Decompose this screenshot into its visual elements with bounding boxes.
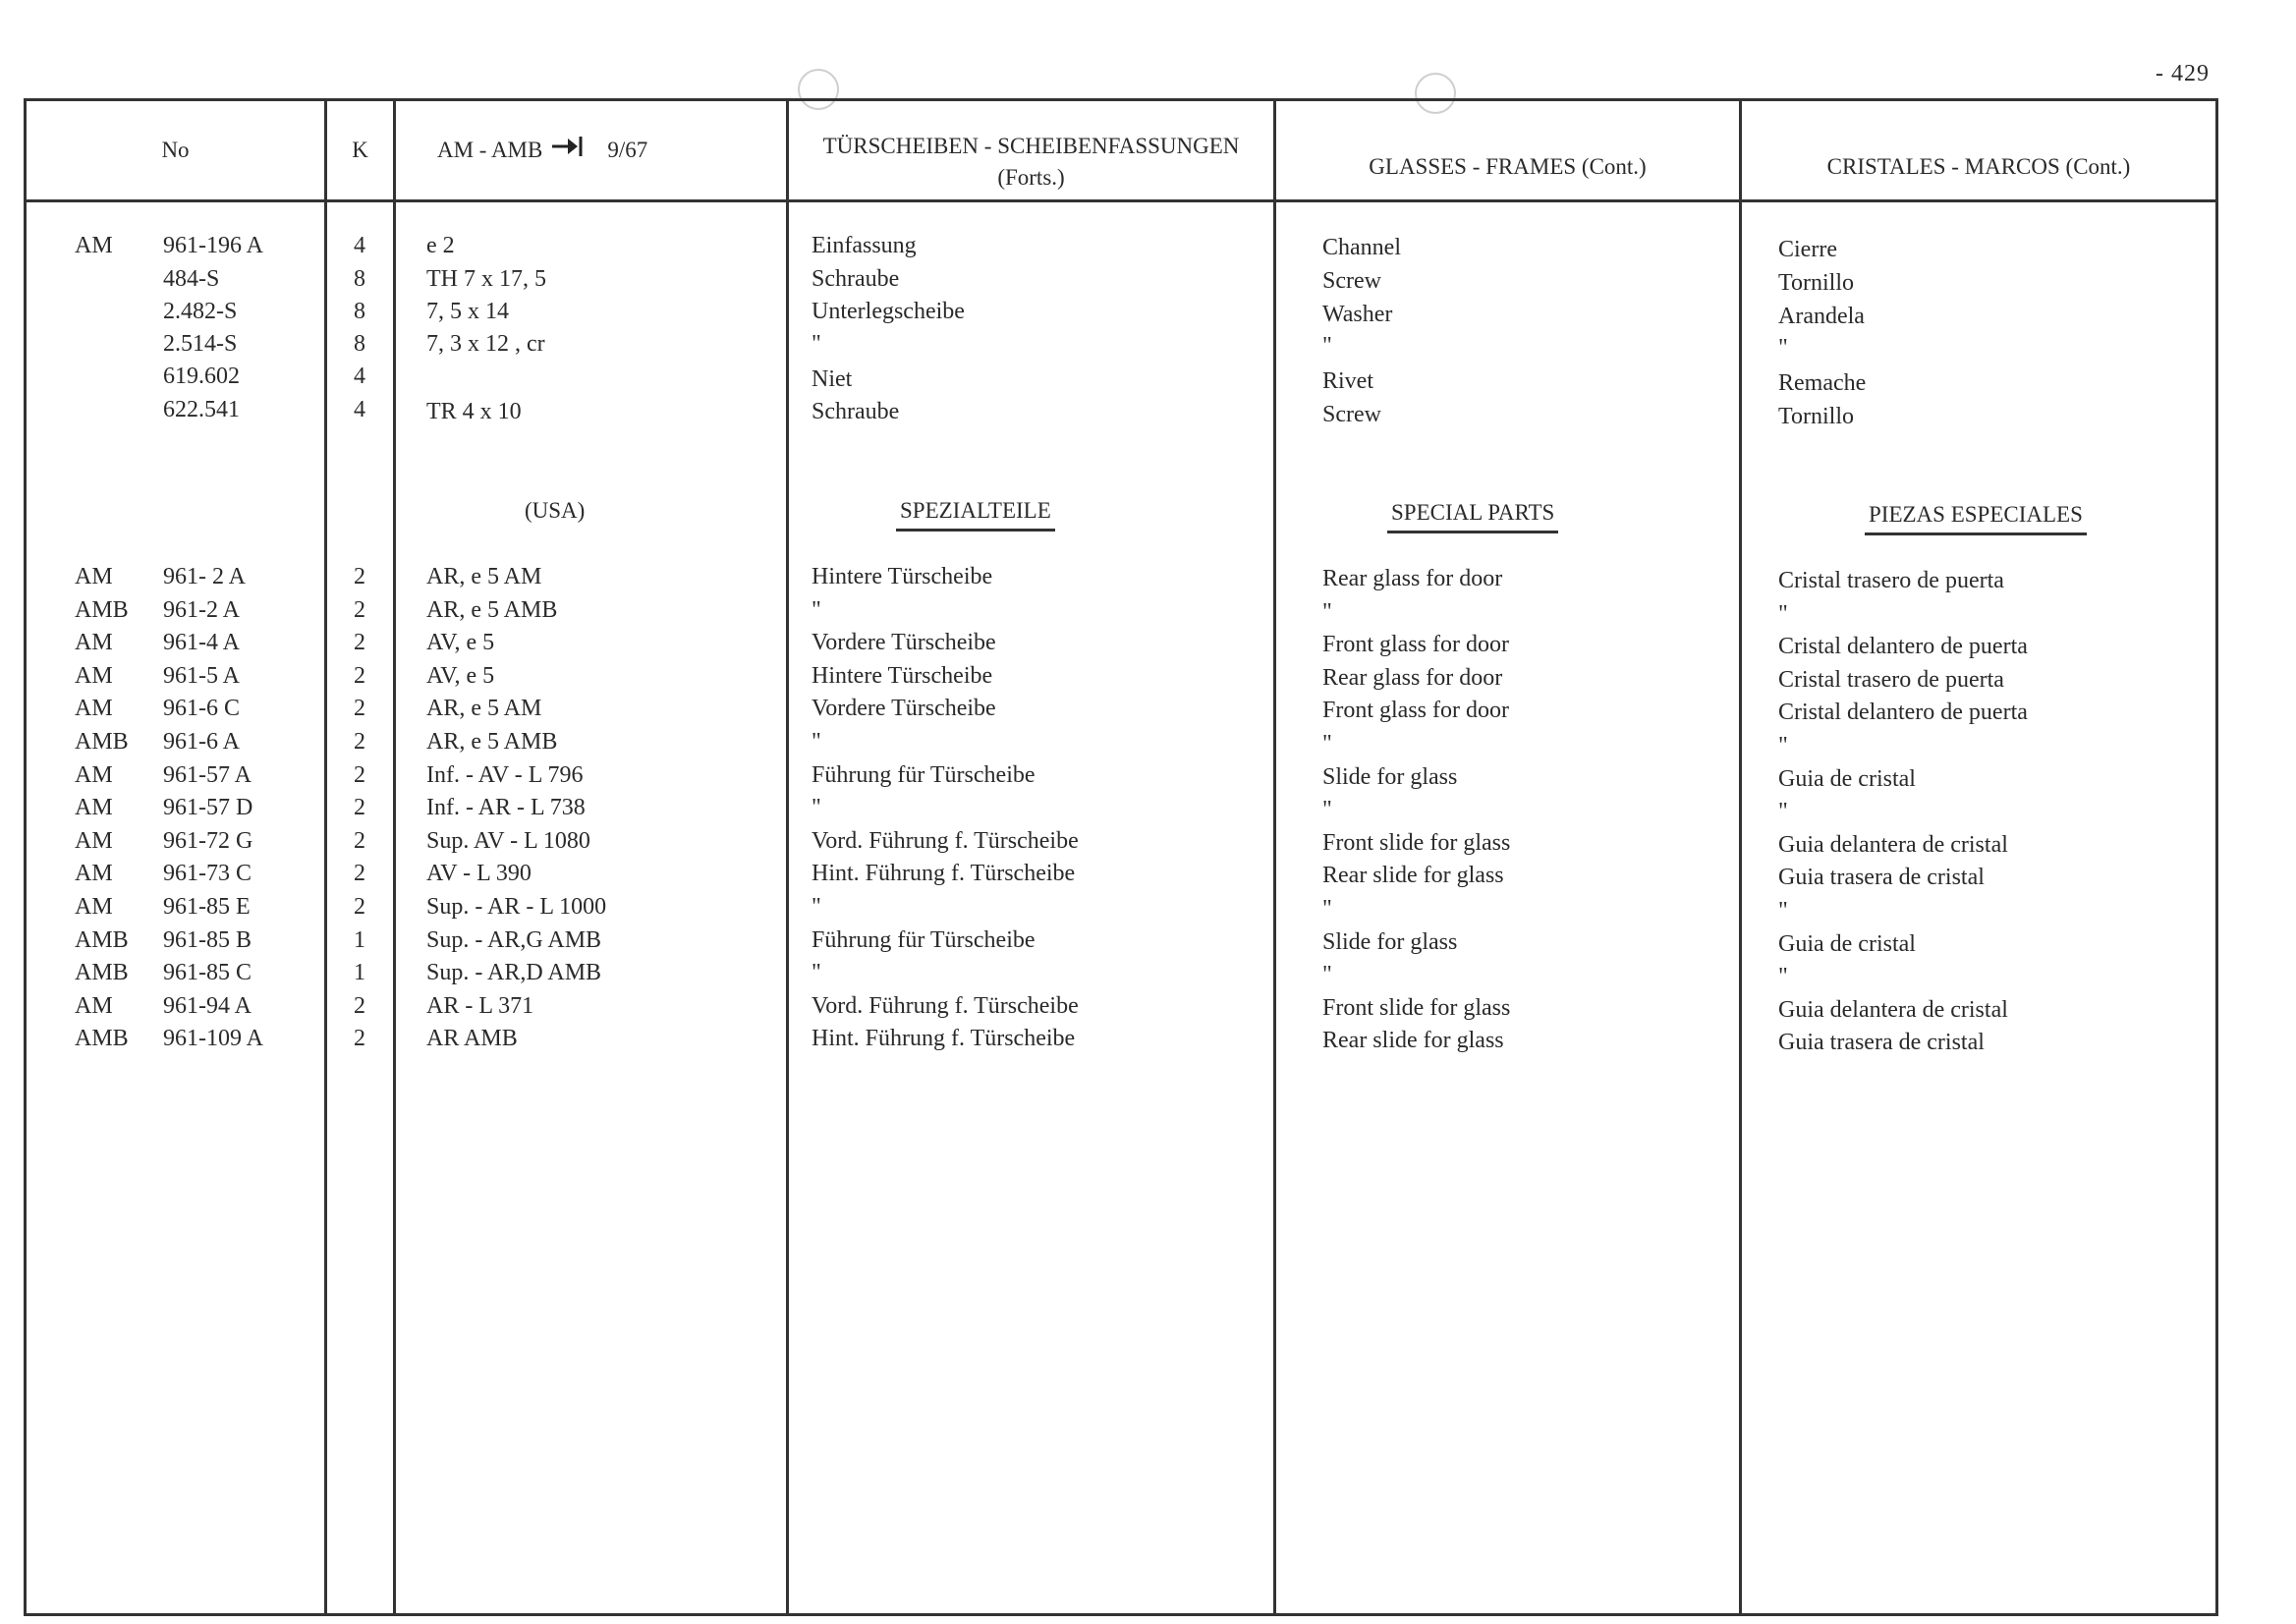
row-de: " [812,597,821,623]
row-es: " [1778,964,1788,989]
row-part-number: 961-85 C [163,960,252,985]
row-en: Front glass for door [1322,632,1509,657]
row-part-number: 961-5 A [163,663,240,689]
row-es: Guia delantera de cristal [1778,997,2008,1023]
row-quantity: 1 [354,960,365,985]
row-code: Inf. - AV - L 796 [426,762,584,788]
row-part-number: 961-6 C [163,696,240,721]
row-prefix: AM [75,564,113,589]
column-divider-code-de [786,98,789,1616]
row-en: Front glass for door [1322,698,1509,723]
row-code: AR, e 5 AMB [426,597,558,623]
row-es: " [1778,601,1788,627]
row-code: 7, 3 x 12 , cr [426,331,545,357]
row-en: " [1322,962,1332,987]
row-part-number: 961-85 E [163,894,251,920]
row-code: e 2 [426,233,455,258]
row-de: Niet [812,366,853,392]
row-code: Inf. - AR - L 738 [426,795,586,820]
row-es: Cristal trasero de puerta [1778,568,2004,593]
row-quantity: 1 [354,927,365,953]
header-es: CRISTALES - MARCOS (Cont.) [1826,154,2131,179]
row-code: Sup. - AR,D AMB [426,960,602,985]
row-es: Guia trasera de cristal [1778,1030,1985,1055]
column-divider-k-code [393,98,396,1616]
row-code: AR, e 5 AM [426,696,542,721]
row-en: Rivet [1322,368,1373,394]
row-prefix: AM [75,993,113,1019]
punch-hole-right [1415,73,1456,114]
row-es: Cierre [1778,237,1837,262]
row-quantity: 2 [354,993,365,1019]
row-quantity: 2 [354,696,365,721]
row-quantity: 2 [354,795,365,820]
row-de: Hint. Führung f. Türscheibe [812,861,1076,886]
row-part-number: 961-57 D [163,795,253,820]
row-en: Screw [1322,402,1381,427]
row-en: Front slide for glass [1322,830,1511,856]
row-part-number: 961-73 C [163,861,252,886]
row-part-number: 961- 2 A [163,564,246,589]
row-part-number: 622.541 [163,397,240,422]
row-code: AV, e 5 [426,630,495,655]
row-prefix: AM [75,762,113,788]
row-es: Remache [1778,370,1867,396]
row-de: Hint. Führung f. Türscheibe [812,1026,1076,1051]
row-en: Front slide for glass [1322,995,1511,1021]
section-es-title: PIEZAS ESPECIALES [1865,499,2087,535]
row-quantity: 2 [354,1026,365,1051]
row-quantity: 4 [354,397,365,422]
row-en: " [1322,599,1332,625]
row-de: Vord. Führung f. Türscheibe [812,993,1079,1019]
row-code: AV - L 390 [426,861,532,886]
row-code: TR 4 x 10 [426,399,522,424]
row-prefix: AM [75,795,113,820]
row-en: Slide for glass [1322,929,1458,955]
row-prefix: AM [75,828,113,854]
row-code: 7, 5 x 14 [426,299,509,324]
row-quantity: 2 [354,828,365,854]
row-en: Channel [1322,235,1401,260]
row-en: Slide for glass [1322,764,1458,790]
row-code: AV, e 5 [426,663,495,689]
page-number: - 429 [2156,61,2210,86]
row-de: Vordere Türscheibe [812,696,996,721]
arrow-to-bar-icon [552,135,586,166]
row-es: Guia de cristal [1778,931,1916,957]
row-part-number: 961-85 B [163,927,252,953]
row-part-number: 961-196 A [163,233,263,258]
row-part-number: 484-S [163,266,220,292]
row-en: Rear slide for glass [1322,863,1504,888]
row-code: AR - L 371 [426,993,534,1019]
row-de: " [812,729,821,755]
row-prefix: AM [75,233,113,258]
row-code: AR, e 5 AM [426,564,542,589]
row-de: Hintere Türscheibe [812,663,993,689]
row-es: Guia delantera de cristal [1778,832,2008,858]
column-divider-left-edge [24,98,27,1616]
header-de-line1: TÜRSCHEIBEN - SCHEIBENFASSUNGEN [822,134,1240,158]
header-de [789,128,1273,196]
row-part-number: 961-72 G [163,828,253,854]
header-model-date: 9/67 [607,138,648,162]
row-part-number: 961-4 A [163,630,240,655]
row-quantity: 2 [354,861,365,886]
column-divider-right-edge [2215,98,2218,1616]
header-model-prefix: AM - AMB [437,138,543,162]
row-quantity: 8 [354,299,365,324]
row-prefix: AMB [75,927,129,953]
row-prefix: AM [75,894,113,920]
row-en: Rear glass for door [1322,566,1503,591]
row-es: Tornillo [1778,270,1854,296]
row-quantity: 4 [354,364,365,389]
row-quantity: 8 [354,331,365,357]
row-en: " [1322,896,1332,922]
row-es: " [1778,335,1788,361]
section-en-title: SPECIAL PARTS [1387,497,1558,533]
row-en: Screw [1322,268,1381,294]
row-quantity: 4 [354,233,365,258]
row-es: Cristal delantero de puerta [1778,634,2028,659]
row-code: AR AMB [426,1026,518,1051]
row-prefix: AM [75,696,113,721]
column-divider-en-es [1739,98,1742,1616]
row-part-number: 2.482-S [163,299,238,324]
row-en: Rear slide for glass [1322,1028,1504,1053]
header-model [396,101,786,199]
header-bottom-border [24,199,2218,202]
row-es: " [1778,799,1788,824]
header-en: GLASSES - FRAMES (Cont.) [1369,154,1647,179]
header-de-line2: (Forts.) [997,165,1065,190]
row-quantity: 2 [354,762,365,788]
row-es: Cristal trasero de puerta [1778,667,2004,693]
row-code: Sup. - AR - L 1000 [426,894,607,920]
table-bottom-border [24,1613,2218,1616]
row-de: Führung für Türscheibe [812,762,1036,788]
row-prefix: AMB [75,960,129,985]
row-part-number: 2.514-S [163,331,238,357]
row-de: Schraube [812,399,900,424]
row-es: Arandela [1778,304,1865,329]
row-de: " [812,960,821,985]
row-es: Tornillo [1778,404,1854,429]
row-de: " [812,894,821,920]
row-de: Unterlegscheibe [812,299,965,324]
row-part-number: 961-57 A [163,762,252,788]
row-de: " [812,795,821,820]
row-prefix: AM [75,861,113,886]
row-en: " [1322,731,1332,756]
row-es: Cristal delantero de puerta [1778,700,2028,725]
header-no: No [161,138,190,162]
row-en: " [1322,333,1332,359]
row-en: Washer [1322,302,1393,327]
row-de: Führung für Türscheibe [812,927,1036,953]
row-es: " [1778,898,1788,924]
row-code: Sup. AV - L 1080 [426,828,590,854]
row-quantity: 2 [354,630,365,655]
row-code: TH 7 x 17, 5 [426,266,546,292]
row-part-number: 961-2 A [163,597,240,623]
row-en: Rear glass for door [1322,665,1503,691]
row-part-number: 619.602 [163,364,240,389]
row-prefix: AMB [75,1026,129,1051]
row-code: Sup. - AR,G AMB [426,927,602,953]
row-prefix: AM [75,630,113,655]
row-de: Vord. Führung f. Türscheibe [812,828,1079,854]
row-quantity: 8 [354,266,365,292]
header-k: K [352,138,368,162]
row-prefix: AMB [75,729,129,755]
row-part-number: 961-6 A [163,729,240,755]
row-de: " [812,331,821,357]
section-de-title: SPEZIALTEILE [896,495,1055,532]
row-quantity: 2 [354,564,365,589]
row-de: Vordere Türscheibe [812,630,996,655]
column-divider-de-en [1273,98,1276,1616]
row-de: Einfassung [812,233,917,258]
row-prefix: AMB [75,597,129,623]
row-de: Schraube [812,266,900,292]
row-quantity: 2 [354,894,365,920]
row-de: Hintere Türscheibe [812,564,993,589]
section-code-title: (USA) [525,498,586,523]
row-part-number: 961-109 A [163,1026,263,1051]
row-part-number: 961-94 A [163,993,252,1019]
row-es: Guia de cristal [1778,766,1916,792]
row-en: " [1322,797,1332,822]
row-code: AR, e 5 AMB [426,729,558,755]
row-es: " [1778,733,1788,758]
row-quantity: 2 [354,663,365,689]
row-quantity: 2 [354,729,365,755]
row-es: Guia trasera de cristal [1778,865,1985,890]
punch-hole-left [798,69,839,110]
row-prefix: AM [75,663,113,689]
row-quantity: 2 [354,597,365,623]
column-divider-no-k [324,98,327,1616]
